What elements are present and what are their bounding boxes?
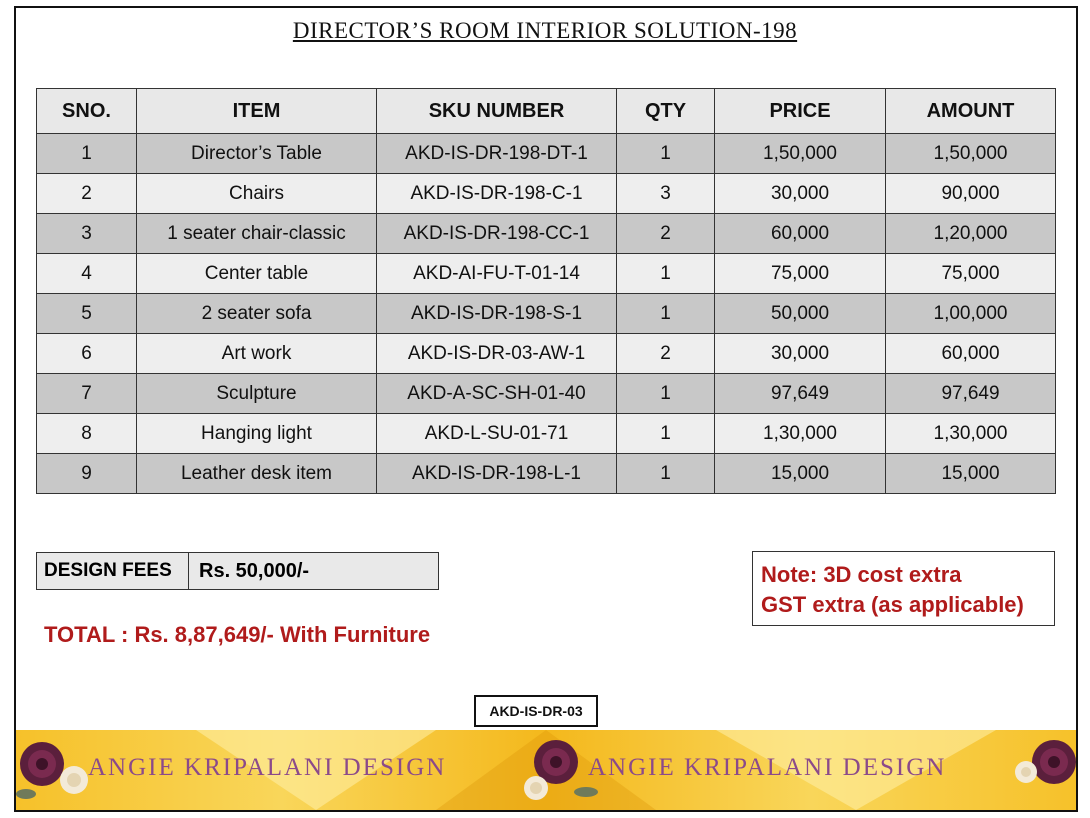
cell-amount: 1,30,000: [886, 414, 1056, 454]
cell-sno: 7: [37, 374, 137, 414]
table-row: [37, 134, 1056, 174]
cell-price: 97,649: [715, 374, 886, 414]
cell-qty: 1: [617, 454, 715, 494]
cell-item: Chairs: [137, 174, 377, 214]
cell-sno: 4: [37, 254, 137, 294]
footer-banner: [16, 730, 1076, 810]
cell-price: 1,50,000: [715, 134, 886, 174]
cell-sku: AKD-IS-DR-198-C-1: [377, 174, 617, 214]
header-qty: QTY: [617, 89, 715, 134]
header-price: PRICE: [715, 89, 886, 134]
cell-sku: AKD-IS-DR-198-S-1: [377, 294, 617, 334]
cell-qty: 1: [617, 134, 715, 174]
items-table: [36, 88, 1056, 494]
cell-item: Hanging light: [137, 414, 377, 454]
cell-price: 15,000: [715, 454, 886, 494]
cell-sno: 6: [37, 334, 137, 374]
cell-amount: 90,000: [886, 174, 1056, 214]
design-fees-value: Rs. 50,000/-: [199, 559, 310, 582]
page-title: DIRECTOR’S ROOM INTERIOR SOLUTION-198: [292, 18, 798, 43]
note-box: [752, 551, 1055, 626]
design-fees-label: DESIGN FEES: [37, 553, 189, 589]
note-line-gst: GST extra (as applicable): [761, 592, 1024, 617]
header-item: ITEM: [137, 89, 377, 134]
table-header-row: [37, 89, 1056, 134]
cell-qty: 1: [617, 294, 715, 334]
table-row: [37, 174, 1056, 214]
cell-sku: AKD-IS-DR-03-AW-1: [377, 334, 617, 374]
cell-sku: AKD-IS-DR-198-DT-1: [377, 134, 617, 174]
cell-item: 1 seater chair-classic: [137, 214, 377, 254]
cell-sku: AKD-AI-FU-T-01-14: [377, 254, 617, 294]
table-row: [37, 454, 1056, 494]
table-row: [37, 294, 1056, 334]
cell-sno: 2: [37, 174, 137, 214]
cell-amount: 1,20,000: [886, 214, 1056, 254]
cell-sku: AKD-L-SU-01-71: [377, 414, 617, 454]
cell-qty: 1: [617, 414, 715, 454]
cell-item: 2 seater sofa: [137, 294, 377, 334]
cell-item: Leather desk item: [137, 454, 377, 494]
cell-price: 30,000: [715, 334, 886, 374]
cell-amount: 75,000: [886, 254, 1056, 294]
cell-amount: 1,50,000: [886, 134, 1056, 174]
cell-price: 60,000: [715, 214, 886, 254]
rose-cluster-left-icon: [16, 734, 96, 810]
cell-sno: 3: [37, 214, 137, 254]
cell-price: 50,000: [715, 294, 886, 334]
cell-price: 1,30,000: [715, 414, 886, 454]
cell-amount: 1,00,000: [886, 294, 1056, 334]
table-row: [37, 374, 1056, 414]
cell-price: 75,000: [715, 254, 886, 294]
cell-sku: AKD-A-SC-SH-01-40: [377, 374, 617, 414]
cell-sno: 1: [37, 134, 137, 174]
note-line-3d: Note: 3D cost extra: [761, 562, 962, 587]
table-row: [37, 254, 1056, 294]
cell-qty: 1: [617, 254, 715, 294]
cell-price: 30,000: [715, 174, 886, 214]
cell-sno: 5: [37, 294, 137, 334]
cell-amount: 15,000: [886, 454, 1056, 494]
cell-sku: AKD-IS-DR-198-L-1: [377, 454, 617, 494]
cell-qty: 3: [617, 174, 715, 214]
brand-name-left: ANGIE KRIPALANI DESIGN: [88, 754, 447, 781]
cell-item: Art work: [137, 334, 377, 374]
brand-name-right: ANGIE KRIPALANI DESIGN: [588, 754, 947, 781]
total-text: TOTAL : Rs. 8,87,649/- With Furniture: [44, 622, 431, 647]
rose-cluster-right-icon: [1004, 732, 1076, 810]
cell-amount: 97,649: [886, 374, 1056, 414]
cell-qty: 2: [617, 214, 715, 254]
cell-sno: 8: [37, 414, 137, 454]
table-row: [37, 414, 1056, 454]
cell-amount: 60,000: [886, 334, 1056, 374]
cell-item: Director’s Table: [137, 134, 377, 174]
cell-sno: 9: [37, 454, 137, 494]
cell-item: Sculpture: [137, 374, 377, 414]
table-row: [37, 214, 1056, 254]
header-sno: SNO.: [37, 89, 137, 134]
cell-item: Center table: [137, 254, 377, 294]
design-fees-box: [36, 552, 439, 590]
document-code: AKD-IS-DR-03: [474, 695, 598, 727]
cell-qty: 2: [617, 334, 715, 374]
header-amount: AMOUNT: [886, 89, 1056, 134]
table-row: [37, 334, 1056, 374]
header-sku: SKU NUMBER: [377, 89, 617, 134]
cell-qty: 1: [617, 374, 715, 414]
cell-sku: AKD-IS-DR-198-CC-1: [377, 214, 617, 254]
